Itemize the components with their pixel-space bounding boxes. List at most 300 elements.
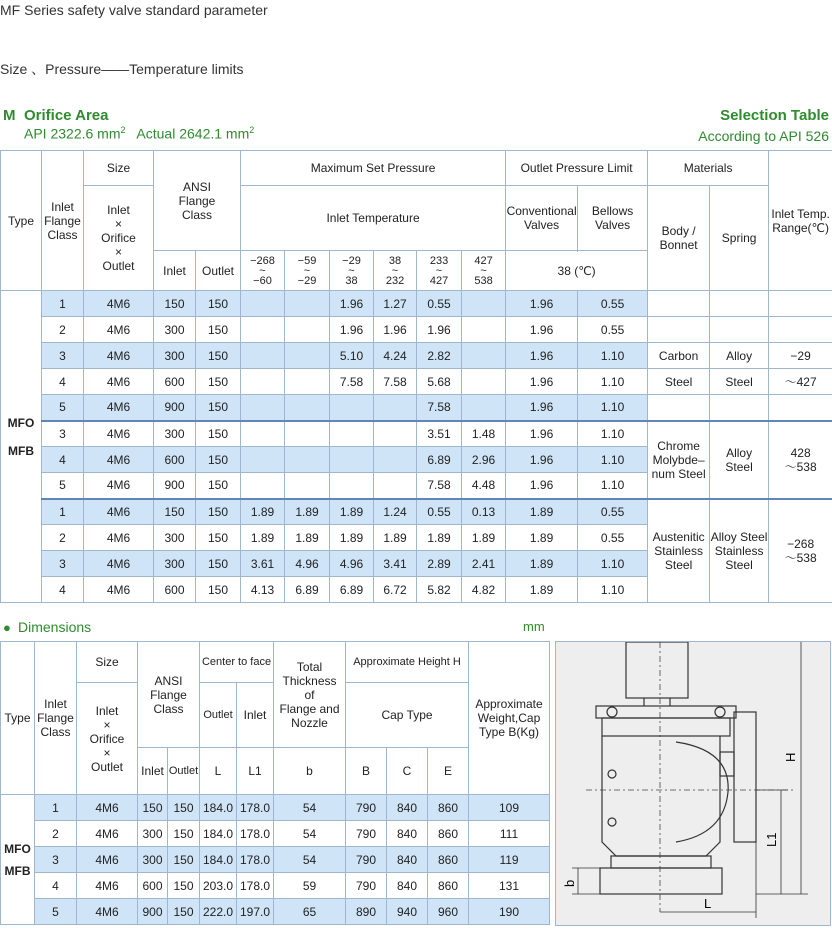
table-cell: 790: [346, 873, 387, 899]
table-cell: 150: [154, 291, 196, 317]
spring-cell: Alloy Steel Stainless Steel: [710, 499, 769, 603]
table-cell: 300: [154, 343, 196, 369]
selection-table: [0, 150, 832, 603]
selection-title: Selection Table: [720, 107, 829, 124]
table-cell: 150: [138, 795, 168, 821]
selection-table-body: [1, 291, 832, 603]
table-cell: 6.89: [417, 447, 462, 473]
table-cell: 1.96: [330, 317, 374, 343]
table-cell: 4M6: [84, 291, 154, 317]
table-cell: 1.96: [506, 421, 578, 447]
inlet-temp-cell: [769, 291, 832, 317]
table-cell: 4M6: [84, 369, 154, 395]
table-cell: 54: [274, 821, 346, 847]
table-cell: 1.10: [578, 421, 648, 447]
dim-label-b: b: [562, 880, 577, 887]
table-cell: [330, 395, 374, 421]
dim-header-inlet-cf: Inlet: [237, 683, 274, 748]
table-cell: 131: [469, 873, 550, 899]
header-spring: Spring: [710, 186, 769, 291]
table-cell: 178.0: [237, 821, 274, 847]
header-outlet-temp: 38 (℃): [506, 251, 648, 291]
table-cell: 3: [42, 551, 84, 577]
table-cell: 2: [42, 317, 84, 343]
header-size: Size: [84, 151, 154, 186]
header-materials: Materials: [648, 151, 769, 186]
table-cell: [241, 291, 285, 317]
table-cell: 3: [35, 847, 77, 873]
inlet-temp-cell: [769, 317, 832, 343]
table-cell: 7.58: [417, 395, 462, 421]
table-cell: 4M6: [84, 499, 154, 525]
table-cell: 4M6: [84, 317, 154, 343]
table-row: [1, 291, 832, 317]
table-cell: 790: [346, 821, 387, 847]
dimensions-unit: mm: [523, 619, 545, 634]
table-cell: 300: [138, 821, 168, 847]
table-cell: 0.55: [578, 317, 648, 343]
table-cell: 150: [196, 343, 241, 369]
table-cell: [285, 421, 330, 447]
header-temp-range-3: −29 ~ 38: [330, 251, 374, 291]
table-cell: 222.0: [200, 899, 237, 925]
table-cell: 300: [154, 317, 196, 343]
table-cell: 150: [196, 291, 241, 317]
dim-header-inlet-flange-class: Inlet Flange Class: [35, 642, 77, 795]
dimensions-bullet-icon: ●: [3, 620, 11, 635]
table-cell: 4M6: [84, 343, 154, 369]
table-cell: 0.55: [578, 291, 648, 317]
table-cell: 1.96: [506, 291, 578, 317]
table-cell: 4M6: [77, 873, 138, 899]
dim-header-B: B: [346, 748, 387, 795]
table-cell: 5.68: [417, 369, 462, 395]
spring-cell: [710, 395, 769, 421]
orifice-letter: M: [3, 107, 16, 124]
table-cell: 600: [154, 447, 196, 473]
table-cell: 2: [35, 821, 77, 847]
table-cell: 1.10: [578, 551, 648, 577]
table-cell: 190: [469, 899, 550, 925]
table-cell: 5.10: [330, 343, 374, 369]
table-cell: 150: [196, 395, 241, 421]
table-cell: 150: [154, 499, 196, 525]
table-cell: [241, 447, 285, 473]
page-title: MF Series safety valve standard parameter: [0, 2, 268, 18]
header-size-sub: Inlet × Orifice × Outlet: [84, 186, 154, 291]
table-cell: 1.10: [578, 395, 648, 421]
dimensions-title: Dimensions: [18, 619, 91, 635]
table-cell: 2.82: [417, 343, 462, 369]
table-cell: 1.89: [417, 525, 462, 551]
table-cell: [285, 291, 330, 317]
spring-cell: Alloy Steel: [710, 421, 769, 499]
table-cell: 960: [428, 899, 469, 925]
header-temp-range-6: 427 ~ 538: [462, 251, 506, 291]
table-cell: 1.89: [506, 525, 578, 551]
dim-header-outlet: Outlet: [168, 748, 200, 795]
table-cell: [374, 421, 417, 447]
table-cell: [241, 395, 285, 421]
table-cell: 890: [346, 899, 387, 925]
table-cell: 5.82: [417, 577, 462, 603]
table-cell: [241, 473, 285, 499]
table-row: [1, 899, 550, 925]
dim-header-weight: Approximate Weight,Cap Type B(Kg): [469, 642, 550, 795]
table-cell: 300: [154, 421, 196, 447]
table-cell: 6.72: [374, 577, 417, 603]
table-cell: 5: [42, 473, 84, 499]
body-bonnet-cell: Steel: [648, 369, 710, 395]
table-cell: 184.0: [200, 847, 237, 873]
table-row: [1, 873, 550, 899]
table-cell: 150: [196, 499, 241, 525]
table-cell: 1.10: [578, 473, 648, 499]
actual-area: Actual 2642.1 mm: [136, 126, 249, 142]
table-cell: 7.58: [330, 369, 374, 395]
table-cell: 4M6: [77, 847, 138, 873]
table-cell: 109: [469, 795, 550, 821]
inlet-temp-cell: [769, 395, 832, 421]
table-cell: 1.89: [506, 499, 578, 525]
dimensions-table-body: [1, 795, 550, 925]
table-cell: 0.55: [578, 499, 648, 525]
body-bonnet-cell: [648, 395, 710, 421]
table-cell: 1.48: [462, 421, 506, 447]
table-cell: 178.0: [237, 795, 274, 821]
table-cell: 5: [35, 899, 77, 925]
table-cell: [285, 447, 330, 473]
table-cell: [285, 395, 330, 421]
valve-drawing-panel: [555, 641, 831, 926]
table-cell: 3: [42, 421, 84, 447]
body-bonnet-cell: Chrome Molybde– num Steel: [648, 421, 710, 499]
dim-header-C: C: [387, 748, 428, 795]
body-bonnet-cell: [648, 291, 710, 317]
inlet-temp-cell: ～427: [769, 369, 832, 395]
inlet-temp-cell: −268 ～538: [769, 499, 832, 603]
spring-cell: Steel: [710, 369, 769, 395]
table-cell: 4M6: [84, 421, 154, 447]
orifice-title: Orifice Area: [24, 107, 109, 124]
table-cell: 6.89: [330, 577, 374, 603]
table-cell: 4: [42, 447, 84, 473]
table-cell: 1.10: [578, 369, 648, 395]
dim-header-approx-height: Approximate Height H: [346, 642, 469, 683]
dim-header-L: L: [200, 748, 237, 795]
body-bonnet-cell: Carbon: [648, 343, 710, 369]
table-cell: 7.58: [417, 473, 462, 499]
table-cell: 178.0: [237, 873, 274, 899]
dim-label-L: L: [704, 896, 711, 911]
table-cell: 3: [42, 343, 84, 369]
table-cell: 790: [346, 795, 387, 821]
table-cell: 54: [274, 847, 346, 873]
inlet-flange-shape: [600, 868, 722, 894]
table-cell: 300: [138, 847, 168, 873]
body-neck-shape: [602, 718, 730, 736]
table-cell: 860: [428, 873, 469, 899]
table-cell: 2.89: [417, 551, 462, 577]
table-cell: 1.89: [506, 551, 578, 577]
table-cell: 150: [196, 317, 241, 343]
table-cell: 4: [42, 577, 84, 603]
table-cell: 197.0: [237, 899, 274, 925]
header-temp-range-5: 233 ~ 427: [417, 251, 462, 291]
table-cell: 150: [196, 369, 241, 395]
table-row: [1, 343, 832, 369]
table-cell: 860: [428, 847, 469, 873]
table-row: [1, 369, 832, 395]
table-cell: 1: [42, 499, 84, 525]
table-cell: [285, 317, 330, 343]
table-cell: [241, 343, 285, 369]
dim-type-cell: MFO MFB: [1, 795, 35, 925]
dim-header-b: b: [274, 748, 346, 795]
table-row: [1, 421, 832, 447]
table-cell: 0.55: [417, 291, 462, 317]
table-cell: 4: [42, 369, 84, 395]
table-cell: 840: [387, 821, 428, 847]
table-cell: [330, 447, 374, 473]
table-cell: 1.10: [578, 447, 648, 473]
table-cell: 65: [274, 899, 346, 925]
table-cell: [462, 343, 506, 369]
table-cell: [241, 421, 285, 447]
table-cell: 4.96: [330, 551, 374, 577]
table-cell: 3.61: [241, 551, 285, 577]
header-outlet: Outlet: [196, 251, 241, 291]
table-cell: [462, 395, 506, 421]
table-cell: 900: [154, 395, 196, 421]
spring-cell: Alloy: [710, 343, 769, 369]
table-cell: 4M6: [84, 447, 154, 473]
table-cell: [462, 291, 506, 317]
valve-drawing: [556, 642, 830, 925]
dim-header-type: Type: [1, 642, 35, 795]
table-cell: 150: [168, 899, 200, 925]
table-cell: 4M6: [84, 525, 154, 551]
spring-cell: [710, 291, 769, 317]
table-cell: 2.96: [462, 447, 506, 473]
table-cell: 840: [387, 873, 428, 899]
table-cell: 1.10: [578, 577, 648, 603]
table-cell: 1.96: [506, 369, 578, 395]
bonnet-top-shape: [626, 642, 688, 698]
table-cell: 1.89: [330, 525, 374, 551]
table-cell: 150: [196, 551, 241, 577]
table-cell: [241, 317, 285, 343]
dim-header-ansi: ANSI Flange Class: [138, 642, 200, 748]
table-cell: 184.0: [200, 821, 237, 847]
header-max-set-pressure: Maximum Set Pressure: [241, 151, 506, 186]
table-cell: 3.51: [417, 421, 462, 447]
table-cell: 4.96: [285, 551, 330, 577]
table-cell: [285, 343, 330, 369]
inlet-temp-cell: −29: [769, 343, 832, 369]
selection-subtitle: According to API 526: [698, 128, 829, 144]
outlet-flange-shape: [734, 712, 756, 842]
header-ansi: ANSI Flange Class: [154, 151, 241, 251]
table-cell: 0.13: [462, 499, 506, 525]
dim-label-L1: L1: [764, 833, 779, 847]
table-cell: 600: [154, 369, 196, 395]
header-inlet-temperature: Inlet Temperature: [241, 186, 506, 251]
table-cell: 1.96: [506, 343, 578, 369]
dim-header-inlet: Inlet: [138, 748, 168, 795]
table-cell: 150: [196, 421, 241, 447]
dim-header-thickness: Total Thickness of Flange and Nozzle: [274, 642, 346, 748]
table-row: [1, 395, 832, 421]
header-inlet-temp-range: Inlet Temp. Range(℃): [769, 151, 832, 291]
header-temp-range-1: −268 ~ −60: [241, 251, 285, 291]
table-cell: 1.27: [374, 291, 417, 317]
table-cell: 150: [168, 795, 200, 821]
table-row: [1, 499, 832, 525]
table-cell: 4M6: [84, 577, 154, 603]
table-cell: 900: [138, 899, 168, 925]
table-cell: 790: [346, 847, 387, 873]
table-cell: 203.0: [200, 873, 237, 899]
table-cell: 4M6: [77, 821, 138, 847]
header-temp-range-4: 38 ~ 232: [374, 251, 417, 291]
table-row: [1, 795, 550, 821]
table-cell: 600: [154, 577, 196, 603]
table-cell: 4M6: [84, 551, 154, 577]
table-cell: 119: [469, 847, 550, 873]
table-cell: 150: [196, 447, 241, 473]
table-cell: 1: [42, 291, 84, 317]
header-outlet-limit: Outlet Pressure Limit: [506, 151, 648, 186]
table-cell: 4.13: [241, 577, 285, 603]
table-cell: 150: [196, 473, 241, 499]
dim-header-L1: L1: [237, 748, 274, 795]
table-cell: 4.82: [462, 577, 506, 603]
table-cell: 184.0: [200, 795, 237, 821]
body-bonnet-cell: [648, 317, 710, 343]
header-bellows: Bellows Valves: [578, 186, 648, 251]
table-cell: 2: [42, 525, 84, 551]
dimensions-table: [0, 641, 550, 925]
table-cell: 4M6: [84, 473, 154, 499]
table-cell: 840: [387, 795, 428, 821]
table-cell: [374, 473, 417, 499]
inlet-temp-cell: 428 ～538: [769, 421, 832, 499]
table-cell: [330, 421, 374, 447]
table-cell: [462, 317, 506, 343]
table-cell: 59: [274, 873, 346, 899]
table-cell: 840: [387, 847, 428, 873]
table-cell: 1.96: [330, 291, 374, 317]
table-cell: 150: [168, 821, 200, 847]
table-cell: 1: [35, 795, 77, 821]
api-area-sup: 2: [121, 125, 126, 135]
table-cell: 1.89: [330, 499, 374, 525]
header-temp-range-2: −59 ~ −29: [285, 251, 330, 291]
table-cell: 1.96: [506, 317, 578, 343]
table-cell: [285, 369, 330, 395]
table-cell: [285, 473, 330, 499]
table-row: [1, 821, 550, 847]
table-cell: 5: [42, 395, 84, 421]
table-cell: 1.96: [506, 473, 578, 499]
type-cell: MFO MFB: [1, 291, 42, 603]
dim-header-center-to-face: Center to face: [200, 642, 274, 683]
table-cell: 860: [428, 795, 469, 821]
header-body-bonnet: Body / Bonnet: [648, 186, 710, 291]
table-cell: 4.48: [462, 473, 506, 499]
table-cell: 300: [154, 525, 196, 551]
header-type: Type: [1, 151, 42, 291]
table-cell: [374, 395, 417, 421]
table-cell: 300: [154, 551, 196, 577]
table-cell: 940: [387, 899, 428, 925]
header-conventional: Conventional Valves: [506, 186, 578, 251]
table-cell: 860: [428, 821, 469, 847]
table-cell: 1.89: [285, 525, 330, 551]
table-cell: [330, 473, 374, 499]
table-cell: 150: [168, 873, 200, 899]
api-area: API 2322.6 mm: [24, 126, 121, 142]
spring-cell: [710, 317, 769, 343]
table-cell: 150: [196, 577, 241, 603]
table-cell: 54: [274, 795, 346, 821]
table-cell: 4M6: [77, 795, 138, 821]
dim-label-H: H: [783, 753, 798, 762]
table-cell: 1.89: [285, 499, 330, 525]
table-cell: 4: [35, 873, 77, 899]
table-cell: 2.41: [462, 551, 506, 577]
table-cell: 1.96: [506, 447, 578, 473]
table-cell: 1.96: [417, 317, 462, 343]
table-cell: 600: [138, 873, 168, 899]
table-cell: 4M6: [84, 395, 154, 421]
header-inlet-flange-class: Inlet Flange Class: [42, 151, 84, 291]
table-cell: 4.24: [374, 343, 417, 369]
valve-body-shape: [602, 736, 720, 856]
actual-area-sup: 2: [249, 125, 254, 135]
outlet-neck-shape: [720, 752, 734, 776]
table-cell: 4M6: [77, 899, 138, 925]
orifice-area-line: [24, 125, 254, 142]
table-cell: 1.89: [241, 525, 285, 551]
dim-header-size-sub: Inlet × Orifice × Outlet: [77, 683, 138, 795]
table-cell: [374, 447, 417, 473]
page-subtitle: Size 、Pressure——Temperature limits: [0, 59, 244, 79]
table-cell: 0.55: [417, 499, 462, 525]
table-cell: 1.96: [506, 395, 578, 421]
table-cell: 1.89: [462, 525, 506, 551]
table-cell: 6.89: [285, 577, 330, 603]
table-cell: 7.58: [374, 369, 417, 395]
table-cell: [462, 369, 506, 395]
dim-header-E: E: [428, 748, 469, 795]
table-cell: 150: [196, 525, 241, 551]
table-row: [1, 847, 550, 873]
header-inlet: Inlet: [154, 251, 196, 291]
dim-header-size: Size: [77, 642, 138, 683]
table-cell: 178.0: [237, 847, 274, 873]
table-cell: 0.55: [578, 525, 648, 551]
body-bonnet-cell: Austenitic Stainless Steel: [648, 499, 710, 603]
table-cell: 111: [469, 821, 550, 847]
table-cell: 150: [168, 847, 200, 873]
table-cell: 1.10: [578, 343, 648, 369]
dim-header-outlet-cf: Outlet: [200, 683, 237, 748]
table-cell: 900: [154, 473, 196, 499]
dim-header-cap-type: Cap Type: [346, 683, 469, 748]
table-cell: 1.24: [374, 499, 417, 525]
